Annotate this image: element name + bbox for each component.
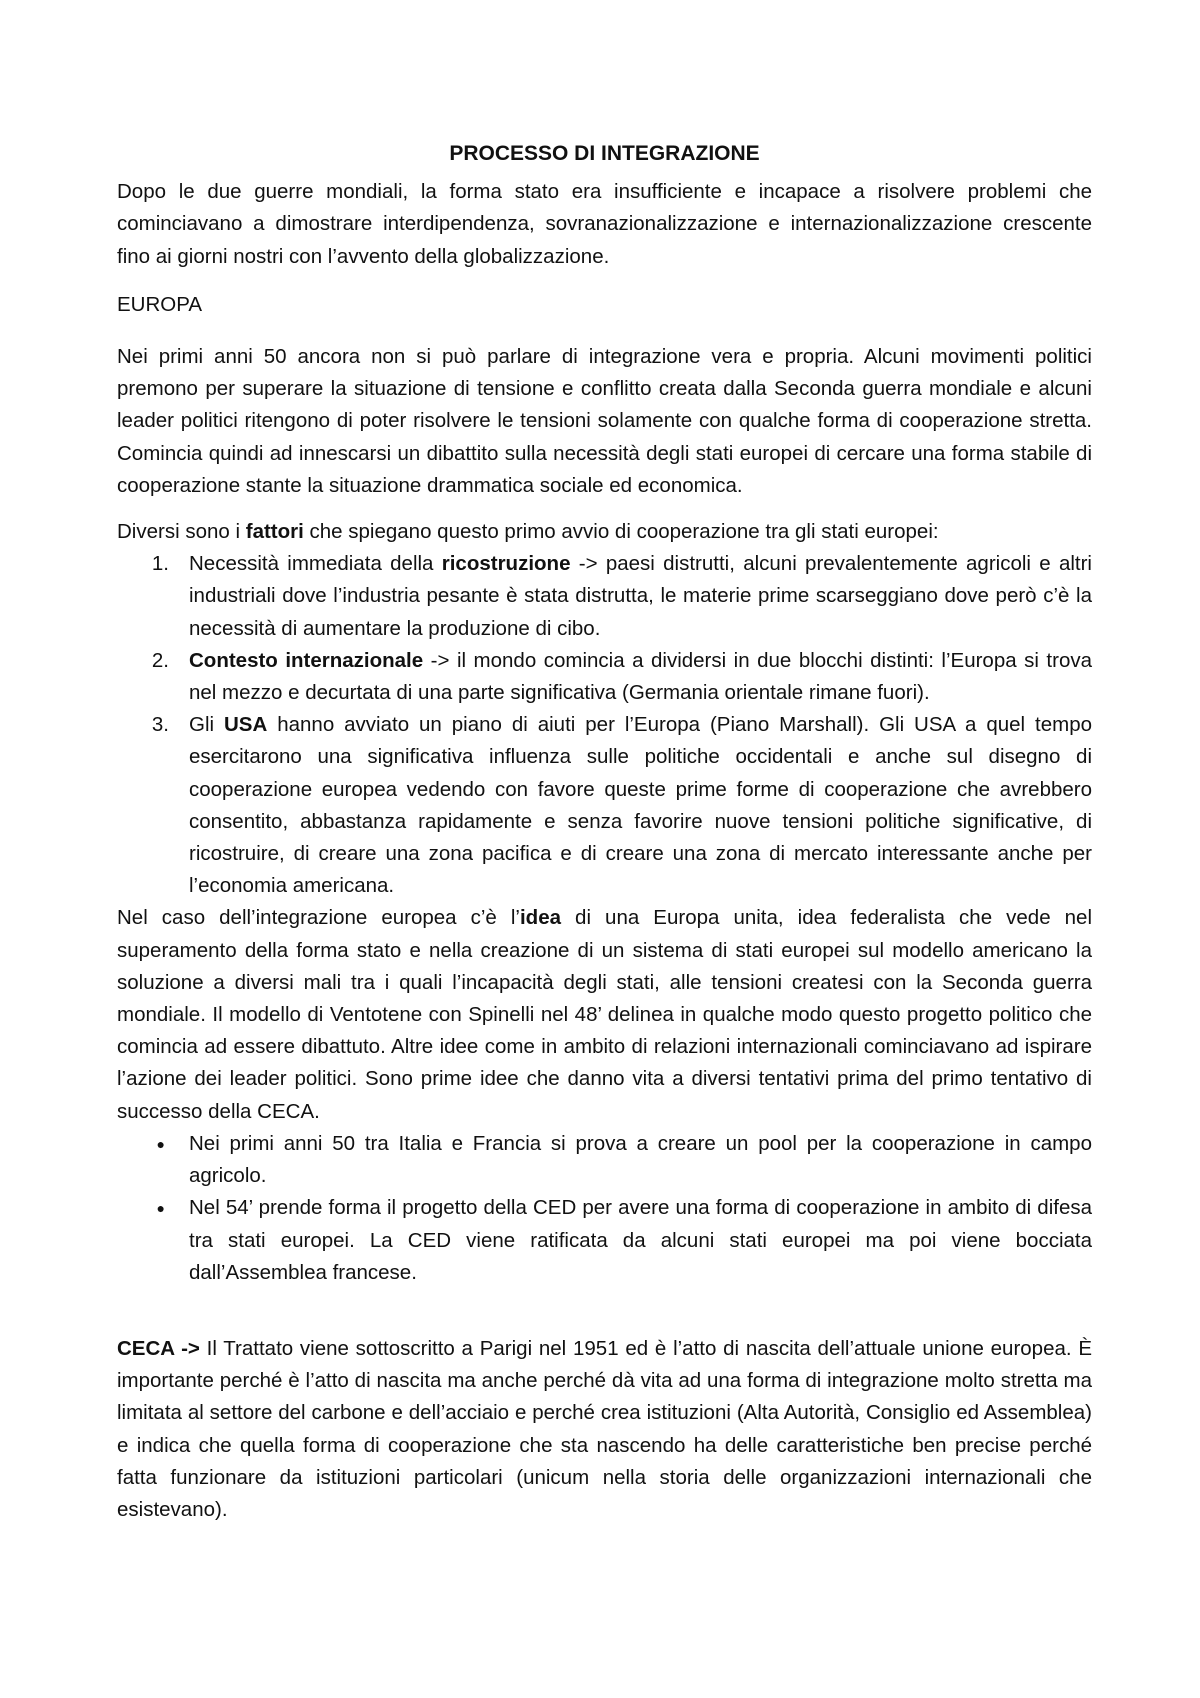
factors-lead [117,516,1092,548]
list-item [117,1128,1092,1192]
list-item [117,1192,1092,1289]
ceca-label: CECA -> [117,1336,200,1360]
list-number: 3. [151,713,169,737]
paragraph-idea: Nel caso dell’integrazione europea c’è l’idea di una Europa unita, idea federalista che vede nel superamento della forma stato e nella creazione di un sistema di stati europei sul modello americano la soluzione a diversi mali tra i quali l’incapacità degli stati, alle tensioni createsi con la Seconda guerra mondiale. Il modello di Ventotene con Spinelli nel 48’ delinea in qualche modo questo progetto politico che comincia ad essere dibattuto. Altre idee come in ambito di relazioni internazionali cominciavano ad ispirare l’azione dei leader politici. Sono prime idee che danno vita a diversi tentativi prima del primo tentativo di successo della CECA. [117,906,1093,1123]
document-page [117,138,1092,1526]
factors-lead-bold: fattori [245,520,304,544]
list-number: 1. [151,552,169,576]
list-item [117,645,1092,709]
bullet-icon: ● [156,1135,165,1152]
list-item-text: Nei primi anni 50 tra Italia e Francia si prova a creare un pool per la cooperazione in campo agricolo. [189,1131,1092,1188]
list-item [117,709,1092,902]
paragraph-context: Nei primi anni 50 ancora non si può parlare di integrazione vera e propria. Alcuni movimenti politici premono per superare la situazione di tensione e conflitto creata dalla Seconda guerra mondiale e alcuni leader politici ritengono di poter risolvere le tensioni solamente con qualche forma di cooperazione stretta. Comincia quindi ad innescarsi un dibattito sulla necessità degli stati europei di cercare una forma stabile di cooperazione stante la situazione drammatica sociale ed economica. [117,345,1092,497]
list-item [117,548,1092,645]
intro-paragraph: Dopo le due guerre mondiali, la forma stato era insufficiente e incapace a risolvere problemi che cominciavano a dimostrare interdipendenza, sovranazionalizzazione e internazionalizzazione crescente fino ai giorni nostri con l’avvento della globalizzazione. [117,180,1092,268]
section-heading: EUROPA [117,292,203,316]
list-item-text: Necessità immediata della ricostruzione -> paesi distrutti, alcuni prevalentemente agricoli e altri industriali dove l’industria pesante è stata distrutta, le materie prime scarseggiano dove però c’è la necessità di aumentare la produzione di cibo. [189,552,1092,640]
factors-list [117,548,1092,902]
list-item-text: Contesto internazionale -> il mondo comincia a dividersi in due blocchi distinti: l’Europa si trova nel mezzo e decurtata di una parte significativa (Germania orientale rimane fuori). [189,648,1092,705]
list-item-text: Nel 54’ prende forma il progetto della CED per avere una forma di cooperazione in ambito di difesa tra stati europei. La CED viene ratificata da alcuni stati europei ma poi viene bocciata dall’Assemblea francese. [189,1196,1092,1284]
bullet-icon: ● [156,1200,165,1217]
factors-lead-post: che spiegano questo primo avvio di cooperazione tra gli stati europei: [303,520,939,544]
paragraph-ceca: CECA -> Il Trattato viene sottoscritto a Parigi nel 1951 ed è l’atto di nascita dell’attuale unione europea. È importante perché è l’atto di nascita ma anche perché dà vita ad una forma di integrazione molto stretta ma limitata al settore del carbone e dell’acciaio e perché crea istituzioni (Alta Autorità, Consiglio ed Assemblea) e indica che quella forma di cooperazione che sta nascendo ha delle caratteristiche ben precise perché fatta funzionare da istituzioni particolari (unicum nella storia delle organizzazioni internazionali che esistevano). [117,1336,1092,1521]
factors-lead-pre: Diversi sono i [117,520,246,544]
attempts-list [117,1128,1092,1289]
list-item-text: Gli USA hanno avviato un piano di aiuti per l’Europa (Piano Marshall). Gli USA a quel tempo esercitarono una significativa influenza sulle politiche occidentali e anche sul disegno di cooperazione europea vedendo con favore queste prime forme di cooperazione che avrebbero consentito, abbastanza rapidamente e senza favorire nuove tensioni politiche significative, di ricostruire, di creare una zona pacifica e di creare una zona di mercato interessante anche per l’economia americana. [189,713,1092,898]
document-title: PROCESSO DI INTEGRAZIONE [449,142,760,165]
list-number: 2. [151,648,169,672]
